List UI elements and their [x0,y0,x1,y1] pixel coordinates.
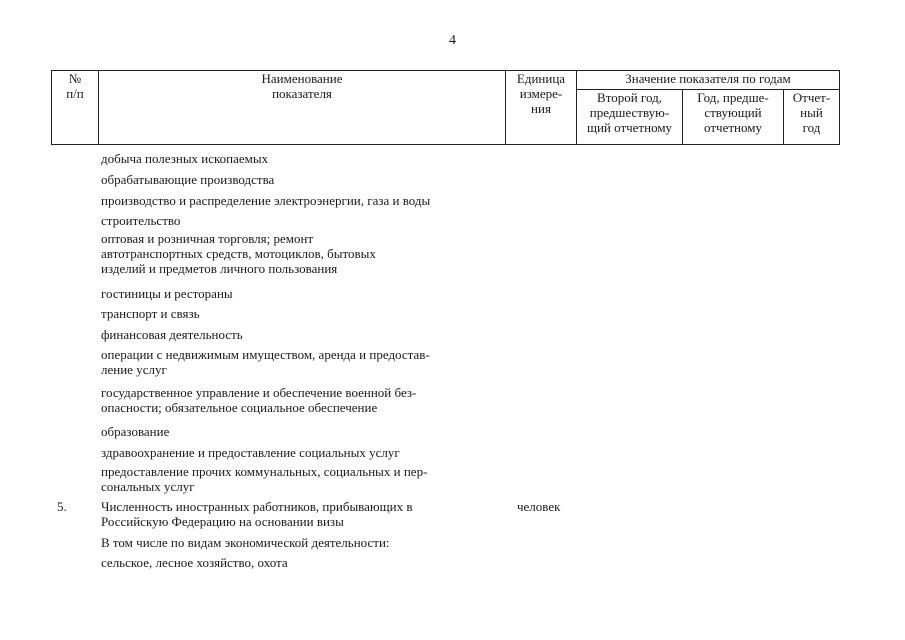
indicator-row: финансовая деятельность [101,327,243,342]
unit-cell: человек [517,499,561,514]
header-col-report-year: Отчет- ный год [784,90,840,145]
indicator-row: оптовая и розничная торговля; ремонт автотранспортных средств, мотоциклов, бытовых изделий и предметов личного пользования [101,231,376,276]
header-col-values-title: Значение показателя по годам [577,71,840,90]
indicator-row: производство и распределение электроэнергии, газа и воды [101,193,431,208]
indicator-row: транспорт и связь [101,306,200,321]
indicator-row: В том числе по видам экономической деятельности: [101,535,390,550]
header-col-second-year: Второй год, предшествую- щий отчетному [577,90,683,145]
indicator-row: образование [101,424,170,439]
indicator-row: государственное управление и обеспечение военной без- опасности; обязательное социальное обеспечение [101,385,417,415]
indicator-row: сельское, лесное хозяйство, охота [101,555,288,570]
indicator-row: строительство [101,213,181,228]
page-number: 4 [449,33,456,48]
indicator-row: Численность иностранных работников, прибывающих в Российскую Федерацию на основании визы [101,499,413,529]
indicator-row: обрабатывающие производства [101,172,275,187]
indicator-row: гостиницы и рестораны [101,286,233,301]
row-number: 5. [57,499,67,514]
indicator-row: операции с недвижимым имуществом, аренда и предостав- ление услуг [101,347,430,377]
indicator-row: добыча полезных ископаемых [101,151,269,166]
header-col-number: № п/п [52,71,99,145]
indicator-row: здравоохранение и предоставление социальных услуг [101,445,400,460]
indicator-row: предоставление прочих коммунальных, социальных и пер- сональных услуг [101,464,428,494]
header-col-previous-year: Год, предше- ствующий отчетному [683,90,784,145]
header-col-name: Наименование показателя [99,71,506,145]
header-col-unit: Единица измере- ния [506,71,577,145]
